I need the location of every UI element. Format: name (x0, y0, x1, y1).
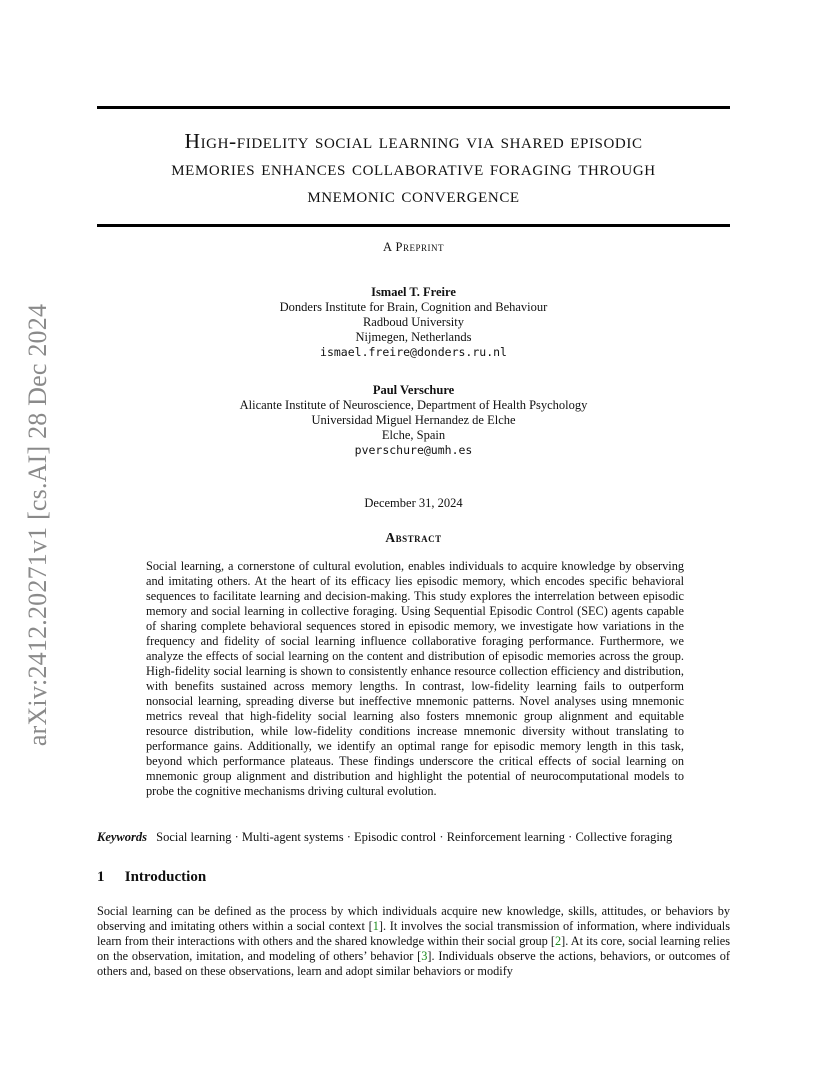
author-location: Elche, Spain (381, 428, 446, 442)
author-affiliation: Universidad Miguel Hernandez de Elche (311, 413, 516, 427)
author-email[interactable]: ismael.freire@donders.ru.nl (320, 345, 507, 359)
keywords-list: Social learning · Multi-agent systems · Episodic control · Reinforcement learning · Collective foraging (156, 830, 673, 844)
author-affiliation: Alicante Institute of Neuroscience, Department of Health Psychology (239, 398, 588, 412)
preprint-label: A Preprint (383, 240, 444, 254)
abstract-text: Social learning, a cornerstone of cultural evolution, enables individuals to acquire knowledge by observing and imitating others. At the heart of its efficacy lies episodic memory, which encodes specific behavioral sequences to facilitate learning and decision-making. This study explores the interrelation between episodic memory and social learning in collective foraging. Using Sequential Episodic Control (SEC) agents capable of sharing complete behavioral sequences stored in episodic memory, we investigate how variations in the frequency and fidelity of social learning influence collaborative foraging performance. Furthermore, we analyze the effects of social learning on the content and distribution of episodic memories across the group. High-fidelity social learning is shown to consistently enhance resource collection efficiency and distribution, with benefits sustained across memory lengths. In contrast, low-fidelity learning fails to outperform nonsocial learning, spreading diverse but ineffective mnemonic patterns. Novel analyses using mnemonic metrics reveal that high-fidelity social learning also fosters mnemonic group alignment and equitable resource distribution, while low-fidelity conditions increase mnemonic diversity without translating to performance gains. Additionally, we identify an optimal range for episodic memory length in this task, beyond which performance plateaus. These findings underscore the critical effects of social learning on mnemonic group alignment and distribution and highlight the potential of neurocomputational models to probe the cognitive mechanisms driving cultural evolution. (146, 559, 684, 798)
section-number: 1 (97, 869, 105, 885)
author-block-2 (97, 383, 730, 458)
title-line-1: High-fidelity social learning via shared episodic (184, 129, 643, 153)
keywords-line (97, 830, 737, 845)
author-name: Ismael T. Freire (371, 285, 456, 299)
section-heading-introduction (97, 869, 206, 886)
author-name: Paul Verschure (372, 383, 455, 397)
paper-title (97, 128, 730, 209)
author-block-1 (97, 285, 730, 360)
intro-text-segment: . It involves the social transmission of information, where individuals learn from their interactions with others and the shared knowledge within their social group (97, 919, 730, 948)
intro-text-segment: . Individuals observe the actions, behaviors, or outcomes of others and, based on these observations, learn and adopt similar behaviors or modify (97, 949, 730, 978)
author-email[interactable]: pverschure@umh.es (354, 443, 473, 457)
author-affiliation: Radboud University (362, 315, 465, 329)
citation-link[interactable]: [ 3 ] (417, 949, 431, 963)
citation-link[interactable]: [ 2 ] (551, 934, 565, 948)
paper-date: December 31, 2024 (364, 496, 463, 510)
intro-text-segment: . At its core, social learning relies on the observation, imitation, and modeling of others’ behavior (97, 934, 731, 963)
title-line-2: memories enhances collaborative foraging through (171, 156, 656, 180)
arxiv-identifier-stamp[interactable]: arXiv:2412.20271v1 [cs.AI] 28 Dec 2024 (23, 303, 52, 747)
keywords-label: Keywords (97, 830, 147, 844)
title-bottom-rule (97, 224, 730, 227)
citation-link[interactable]: [ 1 ] (369, 919, 383, 933)
title-line-3: mnemonic convergence (307, 183, 520, 207)
title-top-rule (97, 106, 730, 109)
abstract-heading: Abstract (385, 530, 442, 545)
author-affiliation: Donders Institute for Brain, Cognition and Behaviour (279, 300, 548, 314)
introduction-paragraph (97, 904, 730, 979)
section-title: Introduction (124, 869, 207, 885)
intro-text-segment: Social learning can be defined as the process by which individuals acquire new knowledge, skills, attitudes, or behaviors by observing and imitating others within a social context (97, 904, 730, 933)
author-location: Nijmegen, Netherlands (355, 330, 472, 344)
